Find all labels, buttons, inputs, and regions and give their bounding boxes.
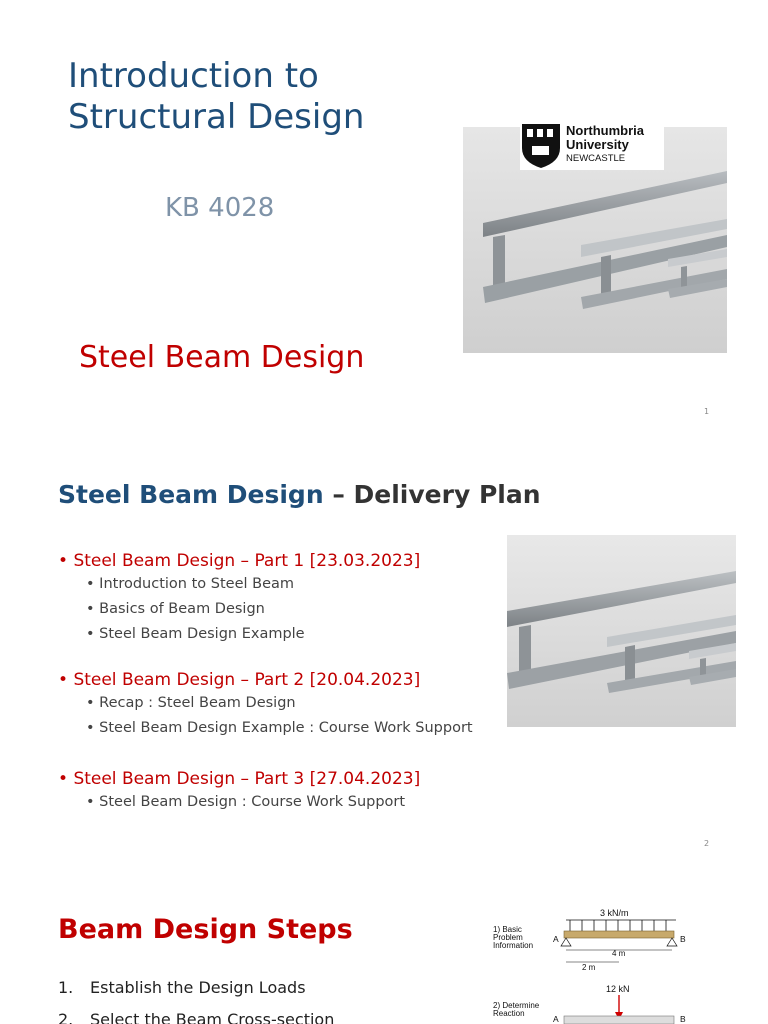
svg-text:1) Basic: 1) Basic (493, 925, 522, 934)
title-main: Steel Beam Design (58, 480, 324, 509)
list-item: • Steel Beam Design Example (86, 626, 305, 642)
svg-text:Reaction: Reaction (493, 1009, 525, 1018)
slide-1-subtitle: Steel Beam Design (79, 340, 365, 375)
beam (564, 931, 674, 938)
list-item: 2. Select the Beam Cross-section (58, 1010, 335, 1024)
list-item: • Steel Beam Design : Course Work Support (86, 794, 406, 810)
slide-3 (0, 864, 768, 1024)
design-steps-list (58, 972, 334, 1024)
svg-text:4 m: 4 m (612, 949, 626, 958)
slide-1-title (68, 56, 448, 139)
title-line-2: Structural Design (68, 97, 365, 138)
svg-text:A: A (553, 1014, 559, 1024)
udl-label: 3 kN/m (600, 908, 629, 918)
course-code: KB 4028 (165, 193, 275, 223)
delivery-part-3 (58, 768, 420, 815)
page-number: 1 (704, 407, 710, 416)
slide-2-title (58, 480, 541, 509)
page-number: 2 (704, 839, 710, 848)
slide-1 (0, 0, 768, 432)
title-rest: – Delivery Plan (323, 480, 541, 509)
svg-text:2 m: 2 m (582, 963, 596, 972)
logo-line-3: NEWCASTLE (566, 153, 626, 164)
svg-text:12 kN: 12 kN (606, 984, 630, 994)
list-item: 1. Establish the Design Loads (58, 978, 306, 997)
part-heading: • Steel Beam Design – Part 3 [27.04.2023] (58, 769, 421, 789)
svg-text:Problem: Problem (493, 933, 523, 942)
steel-beams-photo (507, 535, 736, 727)
svg-text:B: B (680, 1014, 686, 1024)
logo-line-2: University (566, 137, 629, 152)
beam-load-diagram (490, 904, 715, 1024)
udl-arrows (566, 920, 676, 931)
svg-text:A: A (553, 934, 559, 944)
list-item: • Recap : Steel Beam Design (86, 695, 296, 711)
pin-support-icon (561, 938, 571, 946)
svg-text:2) Determine: 2) Determine (493, 1001, 540, 1010)
roller-support-icon (667, 938, 677, 946)
svg-text:B: B (680, 934, 686, 944)
part-heading: • Steel Beam Design – Part 2 [20.04.2023] (58, 670, 421, 690)
part-heading: • Steel Beam Design – Part 1 [23.03.2023] (58, 551, 421, 571)
title-line-1: Introduction to (68, 56, 319, 96)
svg-text:Information: Information (493, 941, 534, 950)
slide-3-title: Beam Design Steps (58, 914, 353, 945)
university-logo (520, 120, 664, 170)
logo-line-1: Northumbria (566, 123, 644, 138)
delivery-part-2 (58, 669, 473, 741)
slide-2 (0, 432, 768, 864)
list-item: • Steel Beam Design Example : Course Work Support (86, 720, 473, 736)
list-item: • Basics of Beam Design (86, 601, 265, 617)
delivery-part-1 (58, 550, 420, 647)
university-crest-icon (520, 120, 664, 170)
list-item: • Introduction to Steel Beam (86, 576, 295, 592)
